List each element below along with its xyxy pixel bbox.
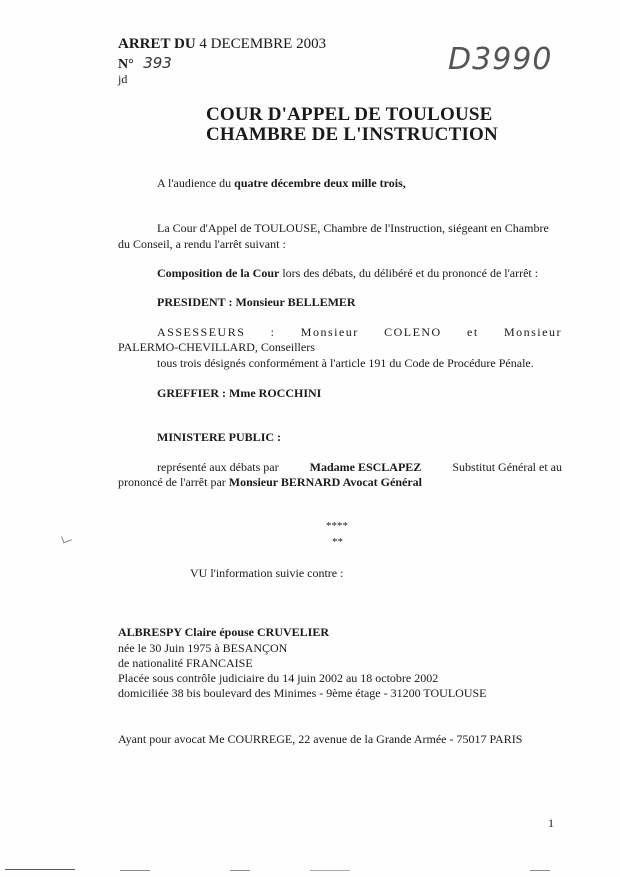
assesseur-coleno: COLENO: [384, 325, 442, 339]
assesseurs-line: [157, 325, 562, 340]
accused-address: domiciliée 38 bis boulevard des Minimes - 9ème étage - 31200 TOULOUSE: [118, 686, 487, 700]
vu-line: VU l'information suivie contre :: [190, 566, 344, 580]
composition-label: Composition de la Cour: [157, 266, 280, 280]
lawyer-line: Ayant pour avocat Me COURREGE, 22 avenue de la Grande Armée - 75017 PARIS: [118, 732, 523, 746]
composition-text: lors des débats, du délibéré et du prononcé de l'arrêt :: [282, 266, 539, 280]
assesseurs-monsieur-2: Monsieur: [503, 325, 562, 339]
handwritten-number: 393: [143, 54, 172, 72]
ministere-substitute: Madame ESCLAPEZ: [309, 460, 422, 474]
ministere-text-c: Substitut Général et au: [452, 460, 562, 474]
page-number: 1: [548, 816, 554, 830]
ministere-line-2: [118, 475, 422, 490]
accused-name-line: [118, 625, 329, 640]
court-title: COUR D'APPEL DE TOULOUSE: [206, 104, 493, 125]
scan-artifact-line: [120, 870, 150, 871]
arret-number: [118, 54, 172, 73]
arret-date: 4 DECEMBRE 2003: [199, 36, 327, 52]
assesseurs-line-2: PALERMO-CHEVILLARD, Conseillers: [118, 340, 315, 354]
accused-nationality: de nationalité FRANCAISE: [118, 656, 253, 670]
arret-prefix: ARRET DU: [118, 36, 196, 52]
intro-line-2: du Conseil, a rendu l'arrêt suivant :: [118, 237, 286, 251]
accused-name: ALBRESPY Claire épouse CRUVELIER: [118, 625, 330, 639]
initials: jd: [118, 72, 128, 86]
scan-artifact-line: [5, 869, 75, 870]
chamber-title: CHAMBRE DE L'INSTRUCTION: [206, 124, 498, 145]
president-line: [157, 295, 356, 310]
assesseurs-monsieur-1: Monsieur: [300, 325, 359, 339]
ministere-avocat-general: Monsieur BERNARD Avocat Général: [228, 475, 422, 489]
ministere-text-2a: prononcé de l'arrêt par: [118, 475, 226, 489]
assesseurs-colon: :: [270, 325, 276, 339]
margin-stamp: D3990: [448, 42, 553, 77]
number-label: N°: [118, 57, 134, 72]
audience-prefix: A l'audience du: [157, 176, 232, 190]
audience-line: [157, 176, 406, 191]
assesseurs-line-3: tous trois désignés conformément à l'article 191 du Code de Procédure Pénale.: [157, 356, 534, 370]
ministere-line-1: [157, 460, 562, 475]
assesseurs-label: ASSESSEURS: [157, 325, 246, 339]
arret-heading: [118, 36, 326, 53]
greffier-line: [157, 386, 321, 401]
ministere-text-a: représenté aux débats par: [157, 460, 279, 474]
separator-stars-1: ****: [326, 520, 348, 532]
audience-date: quatre décembre deux mille trois,: [234, 176, 406, 190]
scan-artifact-line: [530, 870, 550, 871]
scan-artifact-line: [310, 870, 350, 871]
president: PRESIDENT : Monsieur BELLEMER: [157, 295, 356, 309]
ministere-heading-text: MINISTERE PUBLIC :: [157, 430, 282, 444]
scan-artifact-line: [230, 870, 250, 871]
greffier: GREFFIER : Mme ROCCHINI: [157, 386, 322, 400]
ministere-heading: [157, 430, 281, 445]
accused-birth: née le 30 Juin 1975 à BESANÇON: [118, 641, 288, 655]
separator-stars-2: **: [332, 536, 343, 548]
composition-line: [157, 266, 538, 281]
assesseurs-et: et: [467, 325, 479, 339]
intro-line-1: La Cour d'Appel de TOULOUSE, Chambre de l'Instruction, siégeant en Chambre: [157, 221, 549, 235]
accused-control: Placée sous contrôle judiciaire du 14 juin 2002 au 18 octobre 2002: [118, 671, 439, 685]
scan-artifact-mark: [61, 534, 72, 544]
